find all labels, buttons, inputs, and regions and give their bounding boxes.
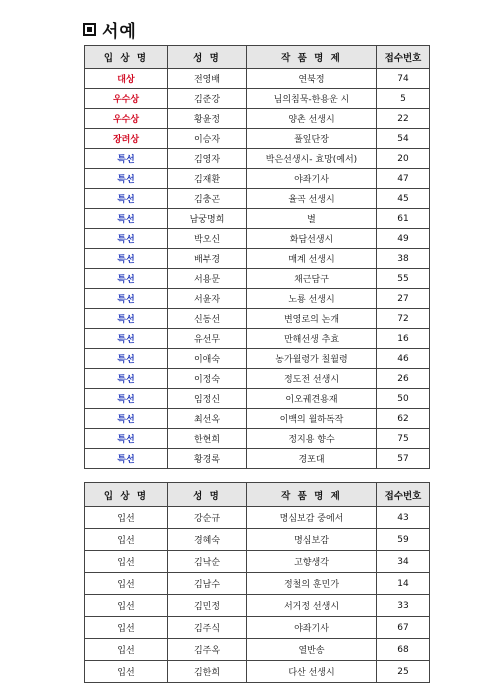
header-name: 성 명 (168, 483, 247, 507)
award-cell: 특선 (85, 449, 168, 469)
name-cell: 김충곤 (168, 189, 247, 209)
work-title-cell: 채근담구 (247, 269, 377, 289)
name-cell: 박오신 (168, 229, 247, 249)
entry-number-cell: 45 (377, 189, 430, 209)
entry-number-cell: 46 (377, 349, 430, 369)
award-cell: 특선 (85, 429, 168, 449)
entry-number-cell: 47 (377, 169, 430, 189)
section-heading (83, 17, 137, 42)
entry-number-cell: 50 (377, 389, 430, 409)
entry-number-cell: 55 (377, 269, 430, 289)
table-row (85, 369, 430, 389)
name-cell: 김낙순 (168, 551, 247, 573)
entry-number-cell: 72 (377, 309, 430, 329)
entry-number-cell: 61 (377, 209, 430, 229)
header-number: 접수번호 (377, 46, 430, 69)
table-row (85, 269, 430, 289)
work-title-cell: 서거정 선생시 (247, 595, 377, 617)
name-cell: 서용문 (168, 269, 247, 289)
entry-number-cell: 68 (377, 639, 430, 661)
award-cell: 입선 (85, 551, 168, 573)
award-cell: 특선 (85, 189, 168, 209)
table-row (85, 409, 430, 429)
name-cell: 신동선 (168, 309, 247, 329)
table-row (85, 389, 430, 409)
header-award: 입 상 명 (85, 46, 168, 69)
table-row (85, 595, 430, 617)
entry-number-cell: 26 (377, 369, 430, 389)
award-cell: 입선 (85, 639, 168, 661)
name-cell: 유선무 (168, 329, 247, 349)
award-cell: 입선 (85, 617, 168, 639)
name-cell: 이정숙 (168, 369, 247, 389)
work-title-cell: 만해선생 추효 (247, 329, 377, 349)
award-cell: 특선 (85, 369, 168, 389)
name-cell: 임정신 (168, 389, 247, 409)
award-cell: 특선 (85, 329, 168, 349)
table-row (85, 209, 430, 229)
award-cell: 특선 (85, 409, 168, 429)
entry-number-cell: 57 (377, 449, 430, 469)
name-cell: 서윤자 (168, 289, 247, 309)
table-row (85, 661, 430, 683)
entry-number-cell: 67 (377, 617, 430, 639)
work-title-cell: 야좌기사 (247, 617, 377, 639)
name-cell: 강순규 (168, 507, 247, 529)
award-cell: 우수상 (85, 109, 168, 129)
table-row (85, 89, 430, 109)
entry-number-cell: 34 (377, 551, 430, 573)
header-title: 작 품 명 제 (247, 46, 377, 69)
award-cell: 입선 (85, 529, 168, 551)
header-number: 접수번호 (377, 483, 430, 507)
table-row (85, 249, 430, 269)
entry-number-cell: 25 (377, 661, 430, 683)
entry-number-cell: 59 (377, 529, 430, 551)
table-row (85, 189, 430, 209)
table-row (85, 617, 430, 639)
entry-number-cell: 14 (377, 573, 430, 595)
name-cell: 황경록 (168, 449, 247, 469)
name-cell: 김영자 (168, 149, 247, 169)
awards-table-main (84, 45, 430, 469)
award-cell: 입선 (85, 573, 168, 595)
work-title-cell: 화담선생시 (247, 229, 377, 249)
work-title-cell: 고향생각 (247, 551, 377, 573)
entry-number-cell: 5 (377, 89, 430, 109)
name-cell: 경혜숙 (168, 529, 247, 551)
header-name: 성 명 (168, 46, 247, 69)
table-row (85, 507, 430, 529)
name-cell: 이승자 (168, 129, 247, 149)
award-cell: 특선 (85, 149, 168, 169)
name-cell: 남궁명희 (168, 209, 247, 229)
table-row (85, 69, 430, 89)
work-title-cell: 양촌 선생시 (247, 109, 377, 129)
name-cell: 김준강 (168, 89, 247, 109)
award-cell: 대상 (85, 69, 168, 89)
work-title-cell: 매계 선생시 (247, 249, 377, 269)
work-title-cell: 별 (247, 209, 377, 229)
work-title-cell: 노룡 선생시 (247, 289, 377, 309)
awards-table-honorable (84, 482, 430, 683)
name-cell: 한현희 (168, 429, 247, 449)
work-title-cell: 율곡 선생시 (247, 189, 377, 209)
name-cell: 배부경 (168, 249, 247, 269)
table-row (85, 551, 430, 573)
table-row (85, 109, 430, 129)
work-title-cell: 정철의 훈민가 (247, 573, 377, 595)
name-cell: 최선옥 (168, 409, 247, 429)
award-cell: 특선 (85, 229, 168, 249)
table-row (85, 449, 430, 469)
work-title-cell: 풀잎단장 (247, 129, 377, 149)
work-title-cell: 변영로의 논개 (247, 309, 377, 329)
award-cell: 특선 (85, 209, 168, 229)
entry-number-cell: 33 (377, 595, 430, 617)
award-cell: 특선 (85, 289, 168, 309)
entry-number-cell: 54 (377, 129, 430, 149)
award-cell: 입선 (85, 507, 168, 529)
work-title-cell: 님의침묵-한용운 시 (247, 89, 377, 109)
entry-number-cell: 20 (377, 149, 430, 169)
name-cell: 황윤정 (168, 109, 247, 129)
entry-number-cell: 62 (377, 409, 430, 429)
name-cell: 전영배 (168, 69, 247, 89)
entry-number-cell: 74 (377, 69, 430, 89)
table-row (85, 639, 430, 661)
square-icon (83, 23, 96, 36)
table-row (85, 309, 430, 329)
work-title-cell: 다산 선생시 (247, 661, 377, 683)
name-cell: 김민정 (168, 595, 247, 617)
table-row (85, 149, 430, 169)
table-row (85, 169, 430, 189)
name-cell: 이애숙 (168, 349, 247, 369)
work-title-cell: 명심보감 중에서 (247, 507, 377, 529)
work-title-cell: 박은선생시- 효망(예서) (247, 149, 377, 169)
table-row (85, 289, 430, 309)
work-title-cell: 야좌기사 (247, 169, 377, 189)
award-cell: 특선 (85, 269, 168, 289)
table-header-row (85, 483, 430, 507)
work-title-cell: 연북정 (247, 69, 377, 89)
award-cell: 우수상 (85, 89, 168, 109)
work-title-cell: 농가월령가 칠월령 (247, 349, 377, 369)
table-row (85, 129, 430, 149)
table-row (85, 329, 430, 349)
section-title: 서예 (102, 22, 137, 42)
table-row (85, 429, 430, 449)
table-row (85, 573, 430, 595)
work-title-cell: 정지용 향수 (247, 429, 377, 449)
work-title-cell: 열반송 (247, 639, 377, 661)
table-header-row (85, 46, 430, 69)
entry-number-cell: 49 (377, 229, 430, 249)
award-cell: 특선 (85, 309, 168, 329)
entry-number-cell: 75 (377, 429, 430, 449)
award-cell: 특선 (85, 249, 168, 269)
award-cell: 특선 (85, 349, 168, 369)
work-title-cell: 명심보감 (247, 529, 377, 551)
award-cell: 입선 (85, 661, 168, 683)
entry-number-cell: 43 (377, 507, 430, 529)
award-cell: 입선 (85, 595, 168, 617)
table-row (85, 529, 430, 551)
award-cell: 장려상 (85, 129, 168, 149)
name-cell: 김재환 (168, 169, 247, 189)
entry-number-cell: 27 (377, 289, 430, 309)
work-title-cell: 정도전 선생시 (247, 369, 377, 389)
name-cell: 김주식 (168, 617, 247, 639)
award-cell: 특선 (85, 389, 168, 409)
entry-number-cell: 22 (377, 109, 430, 129)
entry-number-cell: 38 (377, 249, 430, 269)
work-title-cell: 이백의 월하독작 (247, 409, 377, 429)
table-row (85, 229, 430, 249)
table-row (85, 349, 430, 369)
name-cell: 김주옥 (168, 639, 247, 661)
work-title-cell: 이오궤견용재 (247, 389, 377, 409)
work-title-cell: 경포대 (247, 449, 377, 469)
header-award: 입 상 명 (85, 483, 168, 507)
award-cell: 특선 (85, 169, 168, 189)
name-cell: 김남수 (168, 573, 247, 595)
entry-number-cell: 16 (377, 329, 430, 349)
header-title: 작 품 명 제 (247, 483, 377, 507)
name-cell: 김한희 (168, 661, 247, 683)
